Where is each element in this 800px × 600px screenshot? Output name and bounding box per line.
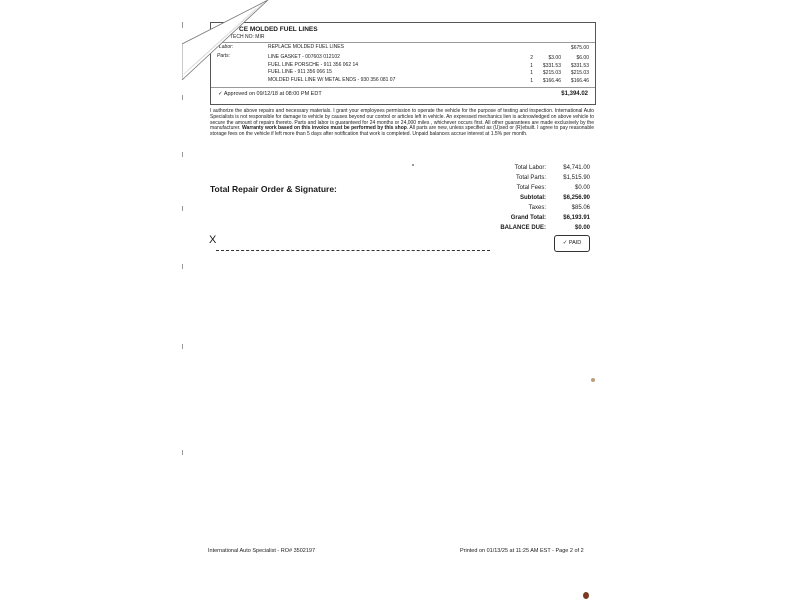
signature-title: Total Repair Order & Signature: — [210, 184, 337, 194]
part-price: $331.53 — [542, 63, 561, 69]
page-edge-mark — [182, 206, 183, 211]
footer-ro-number: International Auto Specialist - RO# 3502197 — [208, 548, 316, 554]
part-description: MOLDED FUEL LINE W/ METAL ENDS - 930 356 081 07 — [268, 77, 396, 83]
terms-part-2: . All parts are new, unless specified as (U)sed or (R)ebuilt. I agree to pay reasonable storage fees on the vehicle if left more than 5 days after notification that work is completed. Unpaid balances accrue interest at 1.5% per month. — [210, 125, 595, 138]
labor-amount: $675.00 — [570, 45, 589, 51]
labor-description: REPLACE MOLDED FUEL LINES — [268, 44, 344, 50]
approved-text: ✓ Approved on 09/12/18 at 08:00 PM EDT — [218, 91, 322, 97]
scan-speck — [583, 592, 589, 599]
paid-badge: ✓ PAID — [554, 235, 590, 252]
terms-bold: Warranty work based on this invoice must be performed by this shop — [242, 125, 407, 132]
part-total: $6.00 — [576, 55, 589, 61]
signature-x-mark: X — [209, 234, 217, 246]
part-description: FUEL LINE PORSCHE - 911 356 062 14 — [268, 62, 359, 68]
taxes-label: Taxes: — [528, 205, 546, 211]
part-total: $331.53 — [570, 63, 589, 69]
page-edge-mark — [182, 152, 183, 157]
part-qty: 1 — [530, 78, 533, 84]
divider — [211, 87, 595, 88]
terms-part-1: I authorize the above repairs and necessary materials. I grant your employees permission to operate the vehicle for the purpose of testing and inspection. International Auto Specialists is not responsible for damage to vehicle by causes beyond our control or articles left in vehicle. An expressed mechanics lien is acknowledged on above vehicle to secure the amount of repairs thereto. Parts and labor is guaranteed for 24 months or 24,000 miles , whichever occurs first. All other guarantees are made exclusively by the manufacturer. — [210, 108, 594, 132]
scan-speck — [412, 164, 414, 166]
part-price: $215.03 — [542, 70, 561, 76]
footer-printed-info: Printed on 01/13/25 at 11:25 AM EST - Page 2 of 2 — [460, 548, 584, 554]
part-price: $3.00 — [548, 55, 561, 61]
total-labor-label: Total Labor: — [514, 165, 546, 171]
tech-number: TECH NO: MIR — [230, 34, 265, 40]
repair-title: CE MOLDED FUEL LINES — [239, 26, 318, 33]
part-price: $166.46 — [542, 78, 561, 84]
total-parts-value: $1,515.90 — [563, 175, 590, 181]
total-fees-value: $0.00 — [574, 185, 590, 191]
page-edge-mark — [182, 264, 183, 269]
balance-due-value: $0.00 — [574, 225, 590, 231]
part-qty: 2 — [530, 55, 533, 61]
taxes-value: $85.06 — [571, 205, 590, 211]
page-edge-mark — [182, 450, 183, 455]
total-parts-label: Total Parts: — [515, 175, 546, 181]
parts-label: Parts: — [217, 53, 231, 59]
part-description: LINE GASKET - 007603 012102 — [268, 54, 340, 60]
terms-text — [210, 109, 594, 138]
grand-total-value: $6,193.91 — [563, 215, 590, 221]
part-qty: 1 — [530, 63, 533, 69]
balance-due-label: BALANCE DUE: — [500, 225, 546, 231]
box-total: $1,394.02 — [561, 91, 588, 97]
scan-speck — [591, 378, 595, 382]
part-qty: 1 — [530, 70, 533, 76]
total-labor-value: $4,741.00 — [563, 165, 590, 171]
signature-line — [216, 250, 490, 251]
part-total: $215.03 — [570, 70, 589, 76]
labor-label: Labor: — [219, 44, 234, 50]
grand-total-label: Grand Total: — [510, 215, 546, 221]
page-edge-mark — [182, 95, 183, 100]
folded-corner — [182, 0, 272, 80]
subtotal-value: $6,256.90 — [563, 195, 590, 201]
page-edge-mark — [182, 344, 183, 349]
subtotal-label: Subtotal: — [520, 195, 546, 201]
part-total: $166.46 — [570, 78, 589, 84]
part-description: FUEL LINE - 911 356 066 15 — [268, 69, 332, 75]
total-fees-label: Total Fees: — [516, 185, 546, 191]
